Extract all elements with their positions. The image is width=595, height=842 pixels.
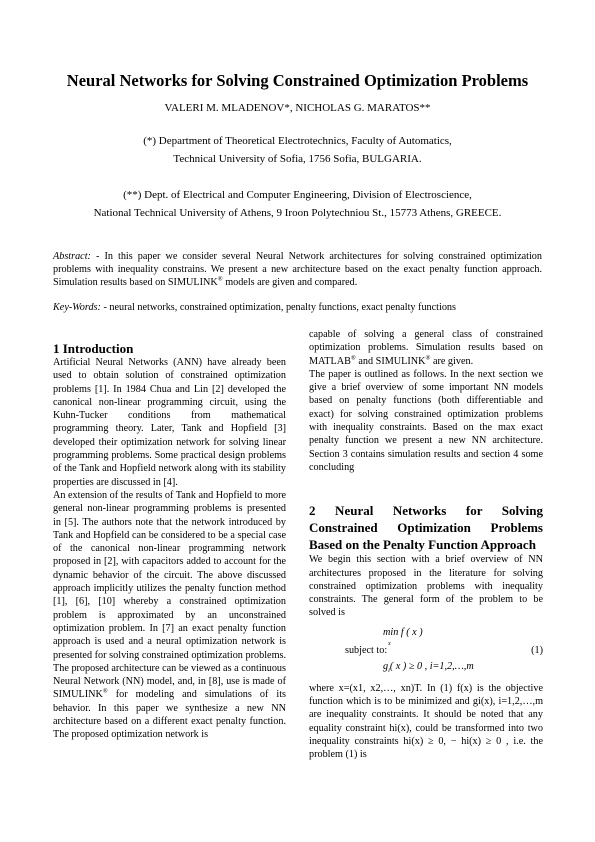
affiliation-1 [40, 132, 555, 168]
section-1-heading: 1 Introduction [53, 341, 134, 356]
constraint-subscript: i [388, 666, 390, 674]
right-column [309, 328, 543, 762]
keywords [53, 302, 542, 313]
registered-mark: ® [217, 275, 223, 283]
section-1-paragraph-1: Artificial Neural Networks (ANN) have already been used to obtain solution of constrained optimization problems [1]. In 1984 Chua and Lin [2] developed the canonical non-linear programming circuit, using the Kuhn-Tucker conditions from mathematical programming theory. Later, Tank and Hopfield [3] developed their optimization network for solving linear programming problems. Some practical design problems of the Tank and Hopfield network along with its stability properties are discussed in [4]. [53, 357, 286, 488]
abstract-text: - In this paper we consider several Neural Network architectures for solving constrained optimization problems with inequality constrains. We present a new architecture based on the exact penalty function approach. Simulation results based on SIMULINK [53, 251, 542, 288]
constraint-rest: ( x ) ≥ 0 , i=1,2,…,m [389, 660, 474, 672]
affiliation-2 [40, 186, 555, 222]
section-2-paragraph-2: where x=(x1, x2,…, xn)T. In (1) f(x) is the objective function which is to be minimized and gi(x), i=1,2,…,m are inequality constraints. It should be noted that any equality constraint hi(x), could be transformed into two inequality constraints hi(x) ≥ 0, − hi(x) ≥ 0 , i.e. the problem (1) is [309, 682, 543, 761]
paper-authors: VALERI M. MLADENOV*, NICHOLAS G. MARATOS** [164, 102, 431, 114]
equation-1 [309, 620, 543, 682]
left-column [53, 328, 286, 742]
keywords-label: Key-Words: [53, 302, 101, 313]
affiliation-2-line-1: (**) Dept. of Electrical and Computer Engineering, Division of Electroscience, [123, 189, 472, 201]
equation-number: (1) [531, 644, 543, 656]
paragraph-2-text: An extension of the results of Tank and Hopfield to more general non-linear programming problems is presented in [5]. The authors note that the network introduced by Tank and Hopfield can be considered to be a special case of the canonical non-linear programming network proposed in [2], with capacitors added to account for the dynamic behavior of the circuit. The above discussed approach implicitly utilizes the penalty function method [1], [6], [10] whereby a constrained optimization problem is approximated by an unconstrained optimization problem. In [7] an exact penalty function approach is used and a neural optimization network is presented for solving constrained optimization problems. The proposed architecture can be viewed as a continuous Neural Network (NN) model, and, in [8], use is made of SIMULINK [53, 489, 286, 701]
equation-subject-to: subject to: [345, 644, 388, 656]
equation-min-subscript: x [388, 640, 391, 647]
section-1-paragraph-4: The paper is outlined as follows. In the next section we give a brief overview of some important NN models based on penalty functions (both differentiable and exact) for solving constrained optimization problems with inequality constraints. Based on the max exact penalty function we present a new NN architecture. Section 3 contains simulation results and section 4 some concluding [309, 368, 543, 473]
section-2-heading: 2 Neural Networks for Solving Constrained Optimization Problems Based on the Penalty Function Approach [309, 503, 543, 553]
affiliation-2-line-2: National Technical University of Athens, 9 Iroon Polytechniou St., 15773 Athens, GREECE. [93, 207, 502, 219]
paper-title: Neural Networks for Solving Constrained Optimization Problems [66, 71, 529, 90]
equation-objective: min f ( x ) [383, 626, 423, 638]
registered-mark: ® [102, 688, 108, 696]
abstract-text-end: models are given and compared. [222, 277, 358, 288]
registered-mark: ® [425, 354, 431, 362]
abstract-label: Abstract: [53, 251, 91, 262]
affiliation-1-line-2: Technical University of Sofia, 1756 Sofia, BULGARIA. [173, 153, 422, 165]
section-1-paragraph-2 [53, 489, 286, 742]
registered-mark: ® [350, 354, 356, 362]
paragraph-3-text: capable of solving a general class of constrained optimization problems. Simulation results based on MATLAB [309, 329, 543, 367]
equation-constraint [383, 660, 474, 677]
constraint-g: g [383, 660, 389, 672]
section-1-paragraph-3 [309, 328, 543, 368]
abstract [53, 250, 542, 289]
paragraph-3-mid: and SIMULINK [355, 355, 426, 367]
keywords-text: - neural networks, constrained optimization, penalty functions, exact penalty functions [100, 302, 456, 313]
affiliation-1-line-1: (*) Department of Theoretical Electrotechnics, Faculty of Automatics, [143, 135, 452, 147]
section-2-paragraph-1: We begin this section with a brief overview of NN architectures proposed in the literature for solving constrained optimization problems with inequality constraints. The general form of the problem to be solved is [309, 554, 543, 619]
paragraph-2-text-end: for modeling and simulations of its behavior. In this paper we synthesize a new NN architecture based on a different exact penalty function. The proposed optimization network is [53, 689, 286, 741]
paragraph-3-end: are given. [430, 355, 474, 367]
